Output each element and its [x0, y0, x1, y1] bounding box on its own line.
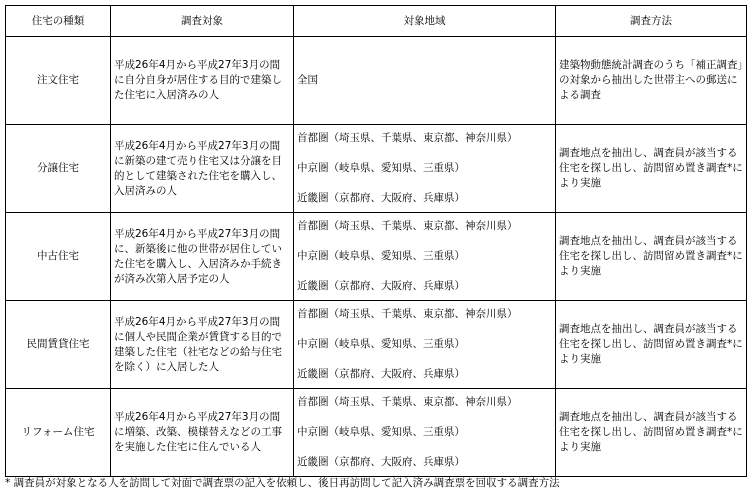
region-line: 首都圏（埼玉県、千葉県、東京都、神奈川県） [297, 308, 518, 320]
region-line: 中京圏（岐阜県、愛知県、三重県） [297, 250, 465, 262]
region-line: 首都圏（埼玉県、千葉県、東京都、神奈川県） [297, 396, 518, 408]
housing-type-cell: リフォーム住宅 [6, 389, 111, 477]
table-row [6, 37, 747, 125]
table-row [6, 125, 747, 213]
region-line: 首都圏（埼玉県、千葉県、東京都、神奈川県） [297, 132, 518, 144]
method-cell: 調査地点を抽出し、調査員が該当する住宅を探し出し、訪問留め置き調査*により実施 [556, 389, 747, 477]
housing-type-cell: 分譲住宅 [6, 125, 111, 213]
housing-type-cell: 注文住宅 [6, 37, 111, 125]
region-line: 中京圏（岐阜県、愛知県、三重県） [297, 162, 465, 174]
header-method: 調査方法 [556, 6, 747, 37]
header-target: 調査対象 [111, 6, 294, 37]
method-cell: 建築物動態統計調査のうち「補正調査」の対象から抽出した世帯主への郵送による調査 [556, 37, 747, 125]
header-region: 対象地域 [294, 6, 556, 37]
target-cell: 平成26年4月から平成27年3月の間に増築、改築、模様替えなどの工事を実施した住宅に住んでいる人 [111, 389, 294, 477]
region-cell [294, 125, 556, 213]
region-line: 近畿圏（京都府、大阪府、兵庫県） [297, 280, 465, 292]
region-line: 近畿圏（京都府、大阪府、兵庫県） [297, 192, 465, 204]
region-cell [294, 389, 556, 477]
target-cell: 平成26年4月から平成27年3月の間に新築の建て売り住宅又は分譲を目的として建築された住宅を購入し、入居済みの人 [111, 125, 294, 213]
table-row [6, 213, 747, 301]
header-type: 住宅の種類 [6, 6, 111, 37]
region-line: 近畿圏（京都府、大阪府、兵庫県） [297, 456, 465, 468]
housing-type-cell: 中古住宅 [6, 213, 111, 301]
survey-table [5, 5, 747, 477]
method-cell: 調査地点を抽出し、調査員が該当する住宅を探し出し、訪問留め置き調査*により実施 [556, 125, 747, 213]
region-line: 首都圏（埼玉県、千葉県、東京都、神奈川県） [297, 220, 518, 232]
footnote: * 調査員が対象となる人を訪問して対面で調査票の記入を依頼し、後日再訪問して記入済み調査票を回収する調査方法 [5, 477, 560, 489]
region-cell [294, 213, 556, 301]
region-line: 中京圏（岐阜県、愛知県、三重県） [297, 338, 465, 350]
housing-type-cell: 民間賃貸住宅 [6, 301, 111, 389]
target-cell: 平成26年4月から平成27年3月の間に、新築後に他の世帯が居住していた住宅を購入し、入居済みか手続きが済み次第入居予定の人 [111, 213, 294, 301]
region-line: 全国 [297, 74, 318, 86]
method-cell: 調査地点を抽出し、調査員が該当する住宅を探し出し、訪問留め置き調査*により実施 [556, 301, 747, 389]
region-cell [294, 37, 556, 125]
table-row [6, 301, 747, 389]
target-cell: 平成26年4月から平成27年3月の間に個人や民間企業が賃貸する目的で建築した住宅（社宅などの給与住宅を除く）に入居した人 [111, 301, 294, 389]
table-row [6, 389, 747, 477]
region-cell [294, 301, 556, 389]
method-cell: 調査地点を抽出し、調査員が該当する住宅を探し出し、訪問留め置き調査*により実施 [556, 213, 747, 301]
region-line: 近畿圏（京都府、大阪府、兵庫県） [297, 368, 465, 380]
region-line: 中京圏（岐阜県、愛知県、三重県） [297, 426, 465, 438]
header-row [6, 6, 747, 37]
target-cell: 平成26年4月から平成27年3月の間に自分自身が居住する目的で建築した住宅に入居済みの人 [111, 37, 294, 125]
